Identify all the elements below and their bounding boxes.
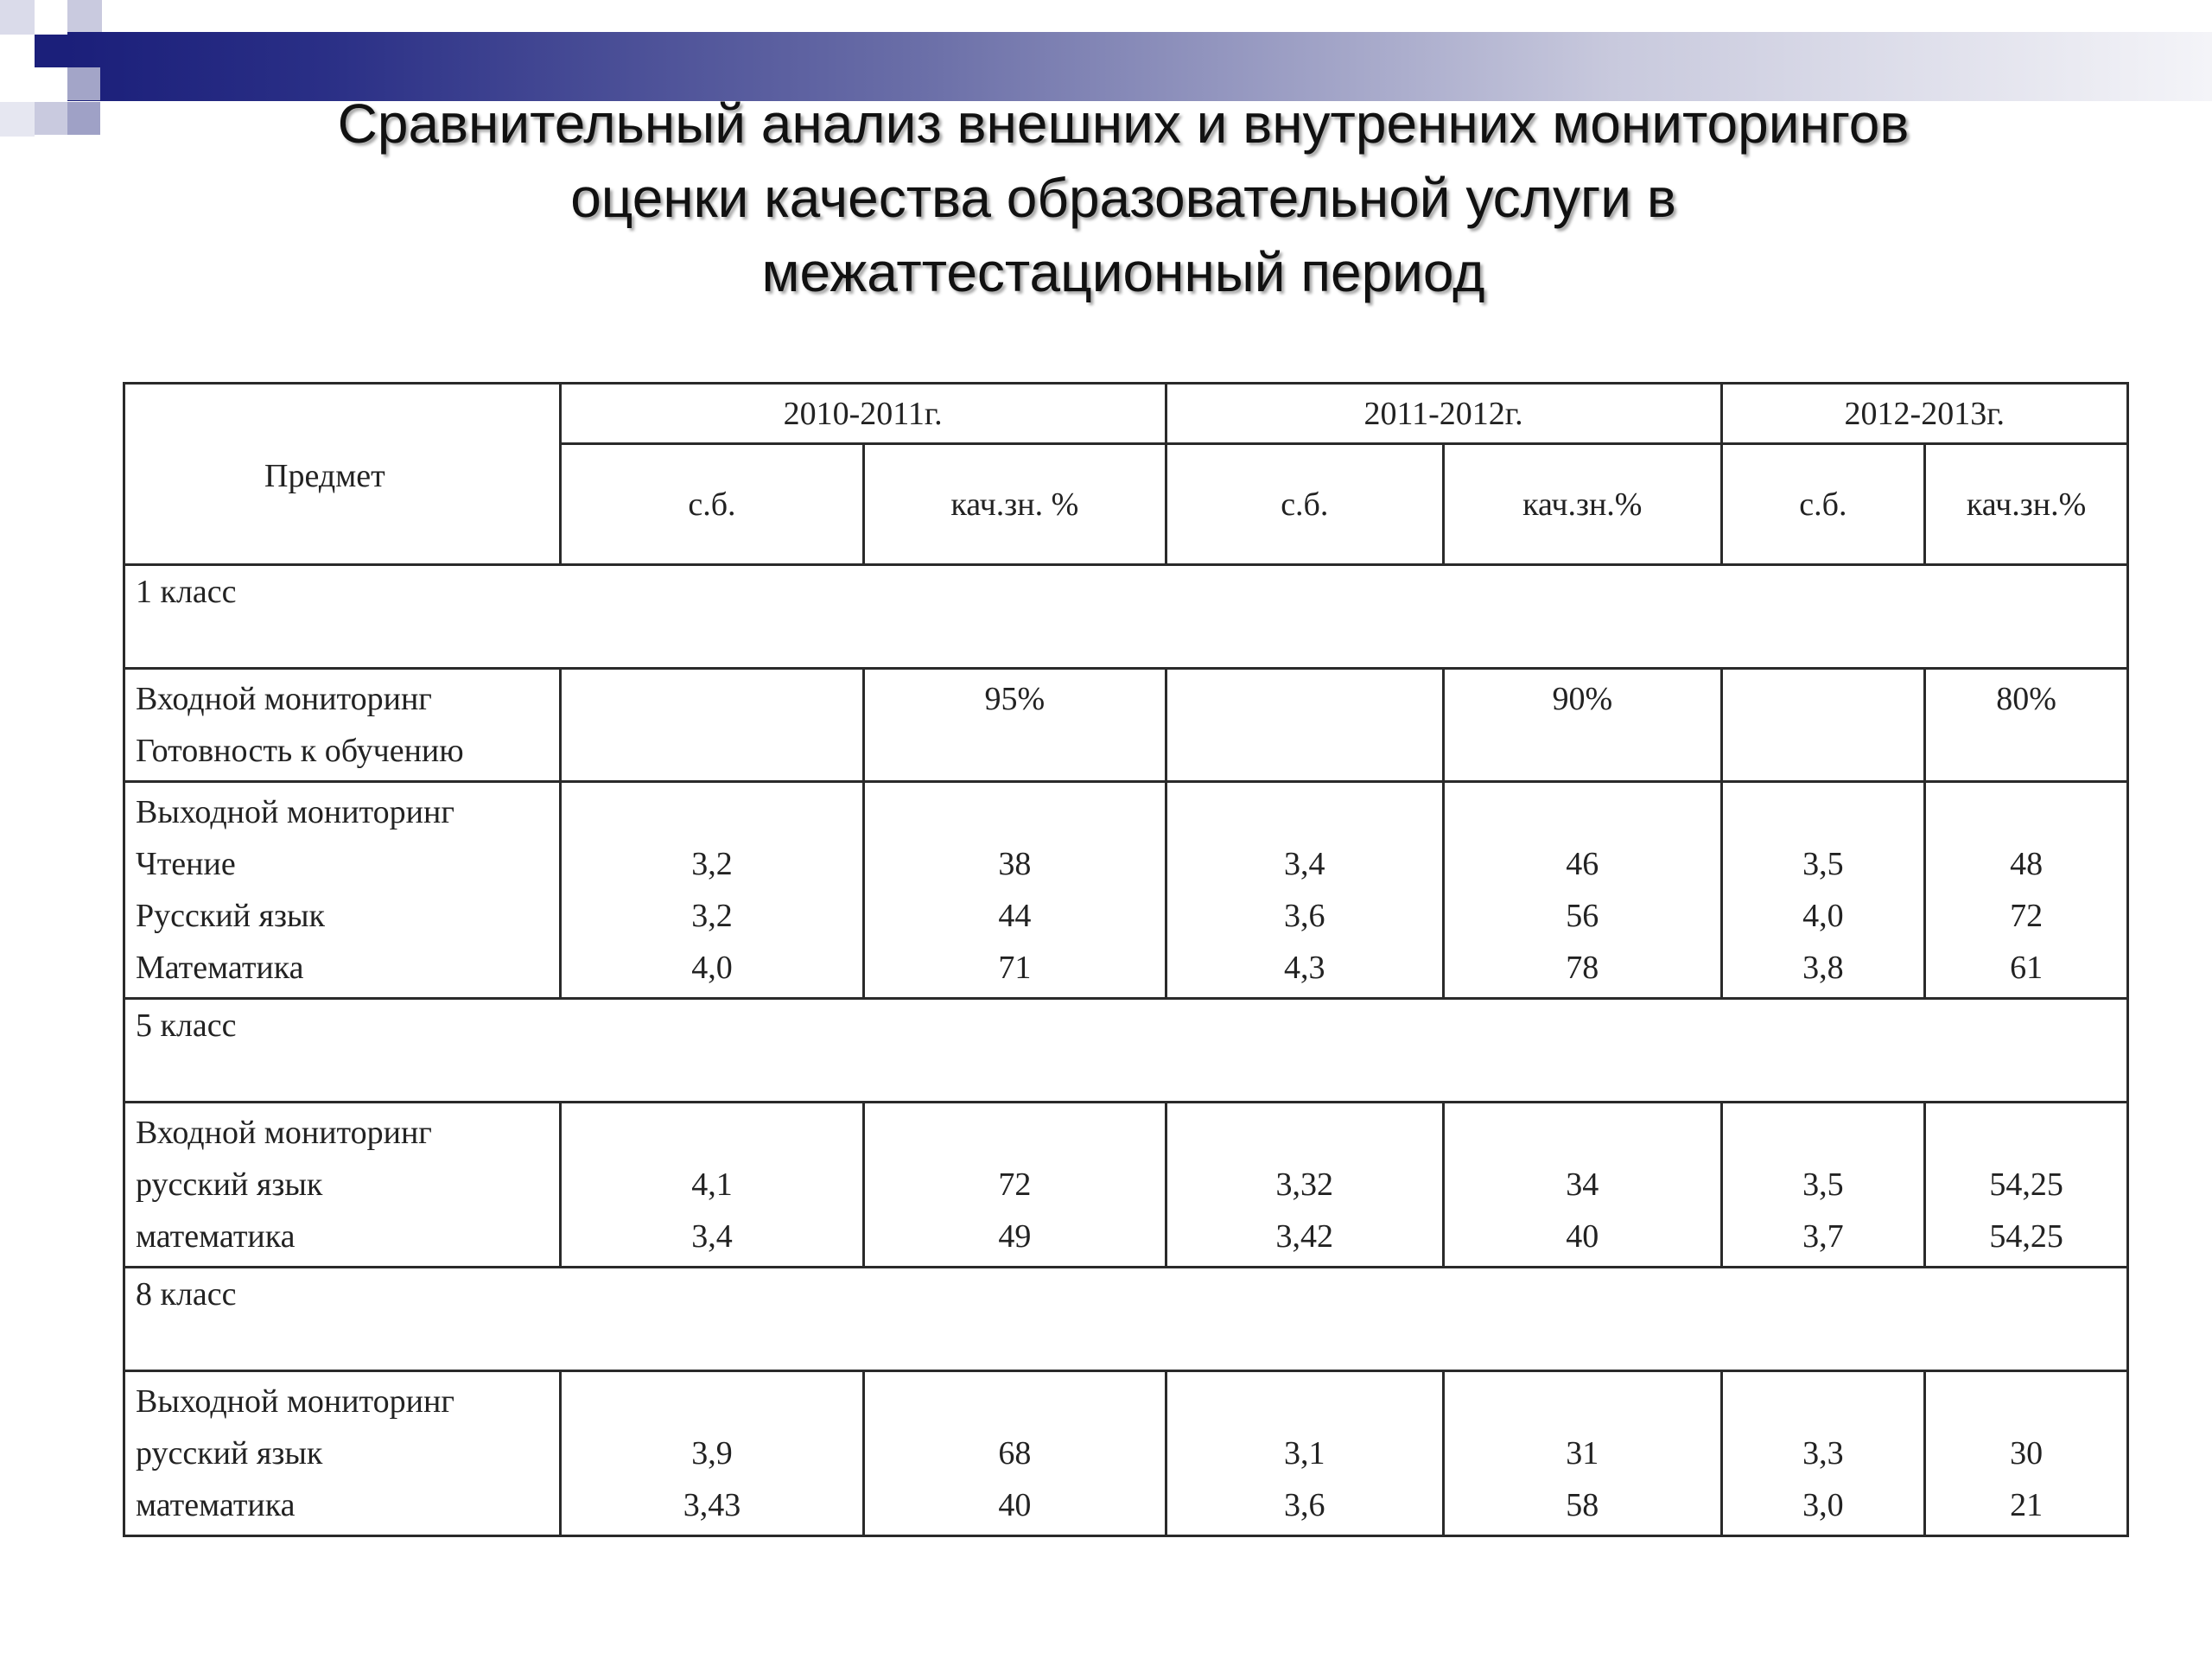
table-row — [124, 1371, 2128, 1536]
cell-value: 90% — [1552, 681, 1613, 717]
cell-value — [1723, 786, 1924, 838]
value-cell — [1925, 1371, 2128, 1536]
metric-header: кач.зн. % — [864, 444, 1166, 565]
value-cell — [1166, 1371, 1443, 1536]
value-cell — [1444, 1103, 1722, 1268]
value-cell — [560, 782, 863, 999]
row-label: Входной мониторинг — [136, 1115, 432, 1151]
value-cell — [864, 669, 1166, 782]
cell-value: 71 — [998, 950, 1032, 986]
section-label: 1 класс — [124, 565, 2128, 669]
cell-value: 3,0 — [1802, 1487, 1844, 1523]
cell-value — [1926, 786, 2126, 838]
section-row — [124, 1268, 2128, 1371]
cell-value — [1723, 1107, 1924, 1159]
cell-value — [1167, 673, 1442, 725]
cell-value: 58 — [1566, 1487, 1599, 1523]
metric-header: с.б. — [1166, 444, 1443, 565]
cell-value: 4,3 — [1284, 950, 1325, 986]
value-cell — [560, 1371, 863, 1536]
cell-value: 95% — [984, 681, 1046, 717]
cell-value: 4,0 — [691, 950, 733, 986]
cell-value — [1445, 786, 1720, 838]
cell-value — [1926, 1376, 2126, 1427]
row-label: математика — [136, 1218, 296, 1255]
title-line: межаттестационный период — [761, 241, 1485, 303]
cell-value: 38 — [998, 846, 1032, 882]
cell-value: 68 — [998, 1435, 1032, 1471]
year-header: 2011-2012г. — [1166, 384, 1721, 444]
table-row — [124, 782, 2128, 999]
cell-value: 3,9 — [691, 1435, 733, 1471]
year-header: 2012-2013г. — [1721, 384, 2127, 444]
cell-value — [865, 786, 1164, 838]
monitoring-table — [123, 382, 2129, 1537]
cell-value: 56 — [1566, 898, 1599, 934]
cell-value — [1926, 1107, 2126, 1159]
cell-value: 34 — [1566, 1166, 1599, 1203]
row-label-cell — [124, 1371, 561, 1536]
cell-value — [865, 1376, 1164, 1427]
cell-value: 46 — [1566, 846, 1599, 882]
value-cell — [1721, 782, 1925, 999]
section-label: 8 класс — [124, 1268, 2128, 1371]
metric-header: с.б. — [1721, 444, 1925, 565]
cell-value: 3,43 — [683, 1487, 741, 1523]
row-label: Математика — [136, 950, 304, 986]
cell-value: 3,5 — [1802, 846, 1844, 882]
cell-value — [562, 1107, 862, 1159]
cell-value: 3,2 — [691, 846, 733, 882]
row-label-cell — [124, 1103, 561, 1268]
section-row — [124, 565, 2128, 669]
cell-value: 3,32 — [1275, 1166, 1334, 1203]
cell-value — [562, 786, 862, 838]
value-cell — [1166, 782, 1443, 999]
slide-title — [156, 86, 2091, 309]
decor-square — [67, 102, 100, 135]
cell-value: 61 — [2010, 950, 2044, 986]
cell-value: 72 — [2010, 898, 2044, 934]
row-label: русский язык — [136, 1166, 323, 1203]
metric-header: с.б. — [560, 444, 863, 565]
value-cell — [864, 1371, 1166, 1536]
row-label: русский язык — [136, 1435, 323, 1471]
section-label: 5 класс — [124, 999, 2128, 1103]
table-row — [124, 669, 2128, 782]
cell-value: 3,6 — [1284, 898, 1325, 934]
value-cell — [1925, 1103, 2128, 1268]
cell-value — [865, 1107, 1164, 1159]
value-cell — [1166, 1103, 1443, 1268]
decor-square — [35, 35, 67, 67]
row-label: Русский язык — [136, 898, 325, 934]
value-cell — [1444, 1371, 1722, 1536]
title-line: оценки качества образовательной услуги в — [570, 167, 1676, 229]
row-label: Входной мониторинг — [136, 681, 432, 717]
metric-header: кач.зн.% — [1925, 444, 2128, 565]
value-cell — [1925, 669, 2128, 782]
cell-value: 40 — [998, 1487, 1032, 1523]
cell-value — [1167, 786, 1442, 838]
cell-value: 54,25 — [1989, 1166, 2063, 1203]
cell-value: 40 — [1566, 1218, 1599, 1255]
cell-value: 3,6 — [1284, 1487, 1325, 1523]
year-header: 2010-2011г. — [560, 384, 1166, 444]
decor-square — [35, 102, 67, 135]
cell-value: 3,7 — [1802, 1218, 1844, 1255]
row-label: Чтение — [136, 846, 236, 882]
value-cell — [864, 782, 1166, 999]
table-row — [124, 1103, 2128, 1268]
row-label: Выходной мониторинг — [136, 1383, 454, 1420]
decor-square — [67, 0, 102, 32]
cell-value: 78 — [1566, 950, 1599, 986]
value-cell — [1925, 782, 2128, 999]
decor-square — [0, 102, 35, 137]
cell-value: 54,25 — [1989, 1218, 2063, 1255]
cell-value: 3,4 — [1284, 846, 1325, 882]
value-cell — [1721, 1103, 1925, 1268]
cell-value: 72 — [998, 1166, 1032, 1203]
value-cell — [560, 669, 863, 782]
subject-header: Предмет — [124, 384, 561, 565]
cell-value: 3,42 — [1275, 1218, 1334, 1255]
cell-value: 21 — [2010, 1487, 2044, 1523]
cell-value — [562, 673, 862, 725]
cell-value: 4,1 — [691, 1166, 733, 1203]
value-cell — [1721, 1371, 1925, 1536]
cell-value — [1445, 1376, 1720, 1427]
cell-value — [1723, 673, 1924, 725]
metric-header: кач.зн.% — [1444, 444, 1722, 565]
cell-value: 3,1 — [1284, 1435, 1325, 1471]
row-label-cell — [124, 669, 561, 782]
cell-value — [562, 1376, 862, 1427]
row-label-cell — [124, 782, 561, 999]
cell-value — [1167, 1107, 1442, 1159]
cell-value: 3,8 — [1802, 950, 1844, 986]
cell-value: 4,0 — [1802, 898, 1844, 934]
cell-value: 3,3 — [1802, 1435, 1844, 1471]
row-label: Готовность к обучению — [136, 733, 464, 769]
value-cell — [864, 1103, 1166, 1268]
cell-value: 3,4 — [691, 1218, 733, 1255]
value-cell — [1721, 669, 1925, 782]
cell-value: 80% — [1996, 681, 2056, 717]
value-cell — [560, 1103, 863, 1268]
value-cell — [1444, 669, 1722, 782]
cell-value — [1723, 1376, 1924, 1427]
decor-square — [0, 0, 35, 35]
decor-square — [67, 67, 100, 100]
row-label: математика — [136, 1487, 296, 1523]
cell-value — [1445, 1107, 1720, 1159]
cell-value: 3,2 — [691, 898, 733, 934]
title-line: Сравнительный анализ внешних и внутренних мониторингов — [337, 92, 1910, 155]
cell-value: 3,5 — [1802, 1166, 1844, 1203]
cell-value: 44 — [998, 898, 1032, 934]
value-cell — [1166, 669, 1443, 782]
row-label: Выходной мониторинг — [136, 794, 454, 830]
cell-value: 31 — [1566, 1435, 1599, 1471]
section-row — [124, 999, 2128, 1103]
cell-value: 48 — [2010, 846, 2044, 882]
cell-value: 49 — [998, 1218, 1032, 1255]
value-cell — [1444, 782, 1722, 999]
cell-value: 30 — [2010, 1435, 2044, 1471]
cell-value — [1167, 1376, 1442, 1427]
